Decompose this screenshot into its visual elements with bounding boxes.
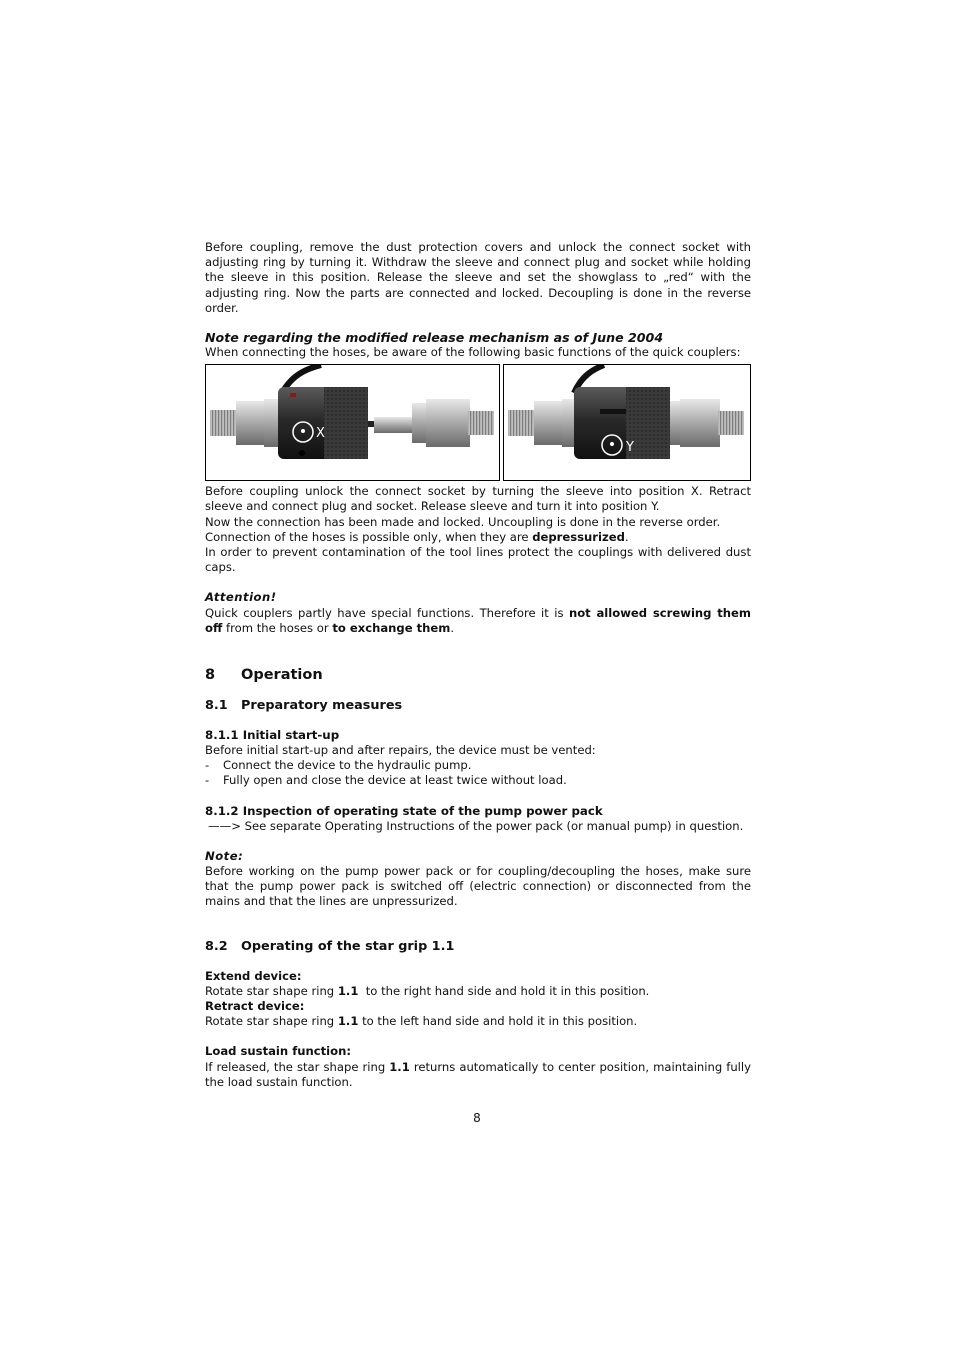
note-heading: Note regarding the modified release mechanism as of June 2004: [205, 330, 664, 346]
section-8-1-1-heading: 8.1.1 Initial start-up: [205, 728, 340, 743]
attention-heading: Attention!: [205, 590, 277, 605]
after-photo-line-1: Before coupling unlock the connect socket by turning the sleeve into position X. Retract sleeve and connect plug and socket. Release sleeve and turn it into position Y.: [205, 484, 751, 514]
initial-startup-intro: Before initial start-up and after repairs, the device must be vented:: [205, 743, 596, 758]
extend-device-label: Extend device:: [205, 968, 302, 983]
retract-device-label: Retract device:: [205, 999, 305, 1014]
load-sustain-label: Load sustain function:: [205, 1044, 351, 1059]
intro-paragraph: Before coupling, remove the dust protection covers and unlock the connect socket with adjusting ring by turning it. Withdraw the sleeve and connect plug and socket while holding the sleeve in this position. Release the sleeve and set the showglass to „red“ with the adjusting ring. Now the parts are connected and locked. Decoupling is done in the reverse order.: [205, 240, 751, 315]
load-sustain-text: If released, the star shape ring 1.1 returns automatically to center position, maintaining fully the load sustain function.: [205, 1059, 751, 1089]
position-label-x: X: [316, 426, 325, 442]
section-8-2-heading: 8.2 Operating of the star grip 1.1: [205, 938, 455, 954]
page-content: [205, 240, 751, 1090]
depressurized-emphasis: depressurized: [532, 529, 625, 544]
attention-text: Quick couplers partly have special functions. Therefore it is not allowed screwing them off from the hoses or to exchange them.: [205, 605, 751, 635]
coupler-photos: [205, 364, 751, 482]
inspection-text: ——> See separate Operating Instructions of the power pack (or manual pump) in question.: [208, 818, 744, 833]
coupler-photo-unlocked: [205, 364, 500, 481]
note-2-heading: Note:: [205, 848, 244, 863]
page-number: 8: [473, 1111, 481, 1125]
after-photo-line-3: Connection of the hoses is possible only, when they are depressurized.: [205, 529, 629, 544]
coupler-unlocked-image: [206, 365, 499, 480]
list-item: - Fully open and close the device at least twice without load.: [205, 773, 567, 788]
retract-device-text: Rotate star shape ring 1.1 to the left hand side and hold it in this position.: [205, 1014, 638, 1029]
extend-device-text: Rotate star shape ring 1.1 to the right hand side and hold it in this position.: [205, 983, 650, 998]
after-photo-line-4: In order to prevent contamination of the tool lines protect the couplings with delivered dust caps.: [205, 545, 751, 575]
position-label-y: Y: [626, 440, 634, 456]
coupler-locked-image: [504, 365, 750, 480]
note-line: When connecting the hoses, be aware of the following basic functions of the quick couplers:: [205, 345, 741, 360]
section-8-heading: 8 Operation: [205, 667, 323, 684]
coupler-photo-locked: [503, 364, 751, 481]
section-8-1-2-heading: 8.1.2 Inspection of operating state of the pump power pack: [205, 803, 603, 818]
list-item: - Connect the device to the hydraulic pump.: [205, 758, 472, 773]
note-2-text: Before working on the pump power pack or for coupling/decoupling the hoses, make sure that the pump power pack is switched off (electric connection) or disconnected from the mains and that the lines are unpressurized.: [205, 864, 751, 909]
after-photo-line-2: Now the connection has been made and locked. Uncoupling is done in the reverse order.: [205, 514, 721, 529]
section-8-1-heading: 8.1 Preparatory measures: [205, 698, 403, 714]
